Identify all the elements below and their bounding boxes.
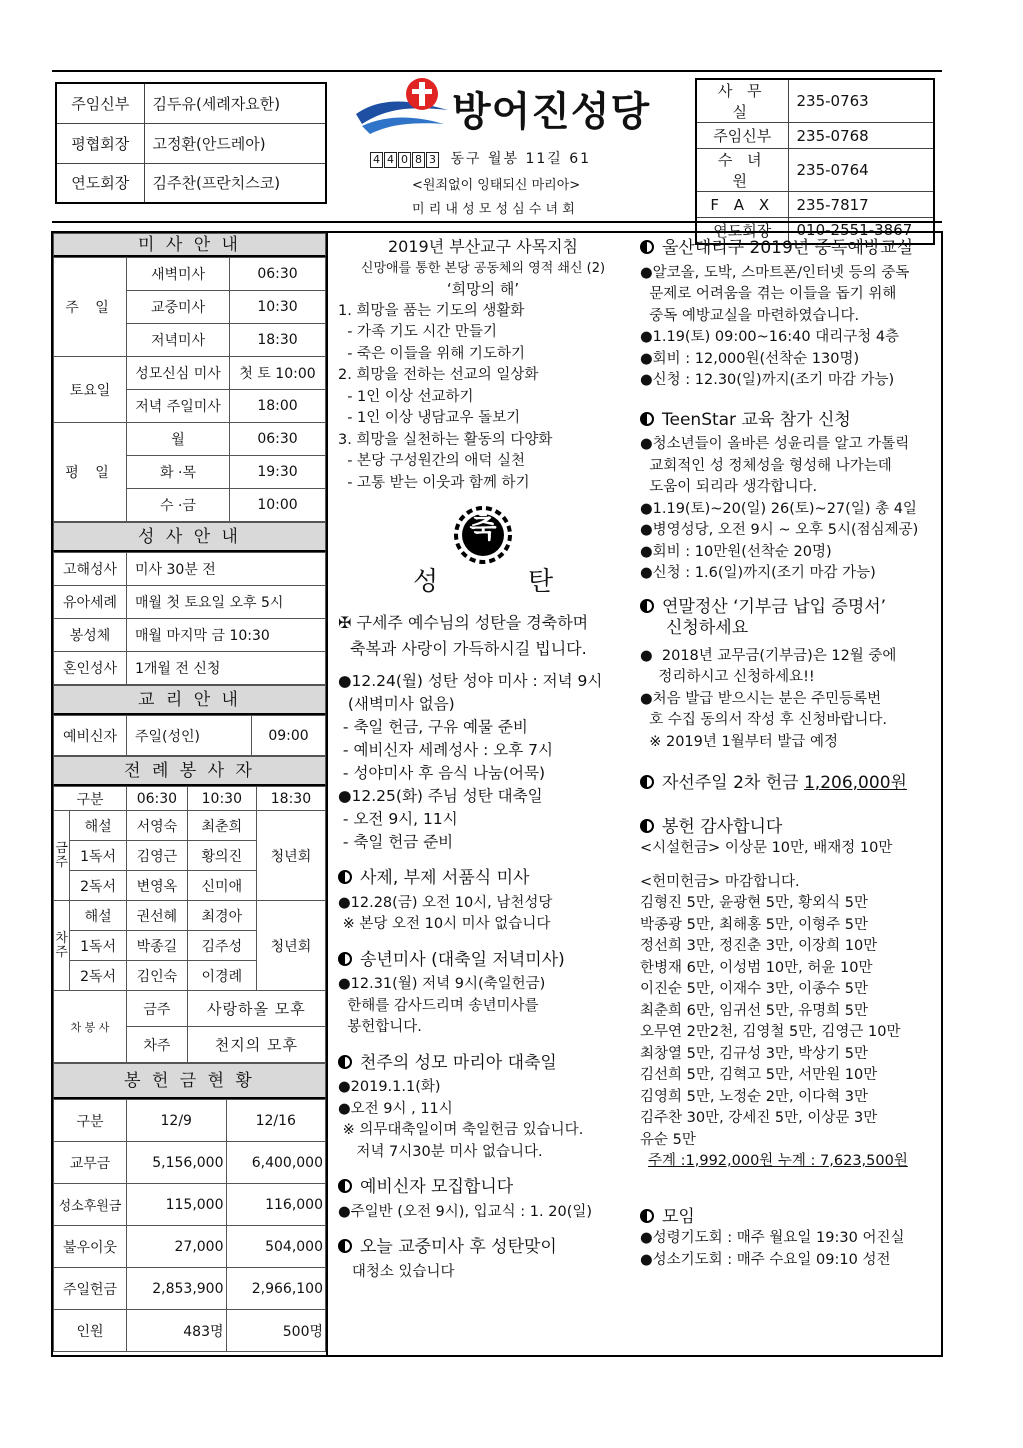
offering-name: 교무금 xyxy=(54,1142,127,1184)
text-line: - 축일 헌금, 구유 예물 준비 xyxy=(338,718,528,736)
staff-role: 연도회장 xyxy=(56,163,144,203)
section-title xyxy=(338,1237,628,1259)
facility-offering: <시설헌금> 이상문 10만, 배재정 10만 xyxy=(640,840,893,856)
right-sections xyxy=(640,238,936,585)
christmas-title-a: 성 xyxy=(413,567,439,597)
offering-name: 불우이웃 xyxy=(54,1226,127,1268)
text-line: - 고통 받는 이웃과 함께 하기 xyxy=(338,474,530,491)
rice-list xyxy=(640,893,936,1151)
sacrament-table xyxy=(53,552,326,685)
sacrament-row xyxy=(54,586,326,619)
mass-name: 수 ·금 xyxy=(127,489,230,522)
text-line: 이진순 5만, 이재수 3만, 이종수 5만 xyxy=(640,981,869,997)
christmas-msg1: ✠ 구세주 예수님의 성탄을 경축하며 xyxy=(338,613,589,632)
staff-name: 고정환(안드레아) xyxy=(144,123,326,163)
pastoral-list xyxy=(338,301,628,495)
notice-section xyxy=(338,1237,628,1283)
offering-row xyxy=(54,1184,326,1226)
text-line: 도움이 되리라 생각합니다. xyxy=(640,479,818,495)
contact-label: 수 녀 원 xyxy=(696,149,788,192)
liturgy-head-cell: 10:30 xyxy=(187,787,256,811)
text-line: 유순 5만 xyxy=(640,1131,696,1148)
address: 동구 월봉 11길 61 xyxy=(450,151,592,167)
mass-name: 화 ·목 xyxy=(127,456,230,489)
mass-name: 저녁미사 xyxy=(127,324,230,357)
liturgy-role: 2독서 xyxy=(70,961,127,991)
contact-table xyxy=(695,78,935,245)
text-line: ●1.19(토) 09:00~16:40 대리구청 4층 xyxy=(640,329,900,345)
half-circle-icon xyxy=(338,1239,352,1253)
offering-value: 2,966,100 xyxy=(226,1268,326,1310)
text-line: 최춘희 6만, 임귀선 5만, 유명희 5만 xyxy=(640,1002,869,1019)
mass-row xyxy=(54,258,326,291)
text-line: - 1인 이상 선교하기 xyxy=(338,388,474,405)
offering-value: 5,156,000 xyxy=(127,1142,227,1184)
text-line: 호 수집 동의서 작성 후 신청바랍니다. xyxy=(640,712,887,728)
catechism-title: 교 리 안 내 xyxy=(53,685,326,715)
half-circle-icon xyxy=(640,412,654,426)
sacrament-value: 1개월 전 신청 xyxy=(127,652,326,685)
sacrament-title: 성 사 안 내 xyxy=(53,522,326,552)
text-line: 1. 희망을 품는 기도의 생활화 xyxy=(338,302,525,319)
christmas-list xyxy=(338,670,628,854)
half-circle-icon xyxy=(640,775,654,789)
liturgy-head xyxy=(54,787,326,811)
text-line: 2. 희망을 전하는 선교의 일상화 xyxy=(338,367,539,383)
tea-week: 차주 xyxy=(127,1027,188,1063)
text-line: ●신청 : 1.6(일)까지(조기 마감 가능) xyxy=(640,565,876,581)
text-line: 봉헌합니다. xyxy=(338,1019,422,1035)
section-title-text: 오늘 교중미사 후 성탄맞이 xyxy=(360,1237,557,1257)
text-line: - 오전 9시, 11시 xyxy=(338,810,458,828)
catechism-row xyxy=(54,716,326,756)
charity-title: 자선주일 2차 헌금 xyxy=(662,773,799,793)
text-line: ※ 본당 오전 10시 미사 없습니다 xyxy=(338,916,551,932)
section-title xyxy=(338,950,628,972)
offering-head-cell: 12/9 xyxy=(127,1100,227,1142)
address-line xyxy=(370,148,591,168)
contact-label: 사 무 실 xyxy=(696,79,788,123)
contact-row xyxy=(696,123,934,149)
section-title-text: TeenStar 교육 참가 신청 xyxy=(662,409,851,430)
catechism-table xyxy=(53,715,326,756)
text-line: 저녁 7시30분 미사 없습니다. xyxy=(338,1143,543,1160)
liturgy-head-cell: 구분 xyxy=(54,787,127,811)
section-body xyxy=(640,434,936,585)
section-title-text: 울산대리구 2019년 중독예방교실 xyxy=(662,238,914,258)
thanks-title xyxy=(640,817,936,839)
text-line: ※ 의무대축일이며 축일헌금 있습니다. xyxy=(338,1122,584,1138)
christmas-title xyxy=(338,567,628,606)
text-line: ● 2018년 교무금(기부금)은 12월 중에 xyxy=(640,647,897,664)
right-column xyxy=(640,238,936,1271)
text-line: ●청소년들이 올바른 성윤리를 알고 가톨릭 xyxy=(640,436,910,452)
liturgy-role: 2독서 xyxy=(70,871,127,901)
section-title-text: 천주의 성모 마리아 대축일 xyxy=(360,1052,557,1073)
contact-row xyxy=(696,79,934,123)
staff-name: 김주찬(프란치스코) xyxy=(144,163,326,203)
mass-time: 06:30 xyxy=(230,423,326,456)
offering-head-cell: 구분 xyxy=(54,1100,127,1142)
text-line: ●주일반 (오전 9시), 입교식 : 1. 20(일) xyxy=(338,1203,593,1220)
text-line: 김선희 5만, 김혁고 5만, 서만원 10만 xyxy=(640,1067,878,1083)
staff-row xyxy=(56,123,326,163)
church-name: 방어진성당 xyxy=(452,89,651,135)
liturgy-row xyxy=(54,901,326,931)
offering-row xyxy=(54,1226,326,1268)
mass-row xyxy=(54,423,326,456)
text-line: ●1.19(토)~20(일) 26(토)~27(일) 총 4일 xyxy=(640,500,917,517)
section-title xyxy=(338,1177,628,1199)
text-line: 김주찬 30만, 강세진 5만, 이상문 3만 xyxy=(640,1110,878,1126)
contact-label: F A X xyxy=(696,192,788,218)
half-circle-icon xyxy=(640,599,654,613)
week1-label: 금주 xyxy=(54,811,70,901)
liturgy-row xyxy=(54,811,326,841)
section-body xyxy=(338,893,628,936)
text-line: ●병영성당, 오전 9시 ~ 오후 5시(점심제공) xyxy=(640,522,919,538)
half-circle-icon xyxy=(338,952,352,966)
liturgy-table xyxy=(53,786,326,1063)
tea-team: 사랑하올 모후 xyxy=(187,991,325,1027)
liturgy-youth: 청년회 xyxy=(256,811,325,901)
left-column xyxy=(53,233,326,1352)
section-body xyxy=(338,1077,628,1163)
rice-head: <헌미헌금> 마감합니다. xyxy=(640,873,800,890)
staff-role: 주임신부 xyxy=(56,83,144,123)
sacrament-name: 고해성사 xyxy=(54,553,127,586)
liturgy-youth: 청년회 xyxy=(256,901,325,991)
liturgy-person: 김인숙 xyxy=(127,961,188,991)
tax-title-2: 신청하세요 xyxy=(666,618,749,638)
text-line: - 축일 헌금 준비 xyxy=(338,833,454,851)
notice-section xyxy=(338,1177,628,1223)
liturgy-person: 김주성 xyxy=(187,931,256,961)
half-circle-icon xyxy=(640,819,654,833)
liturgy-person: 신미애 xyxy=(187,871,256,901)
mass-time: 19:30 xyxy=(230,456,326,489)
liturgy-head-cell: 18:30 xyxy=(256,787,325,811)
offering-row xyxy=(54,1268,326,1310)
section-body xyxy=(338,1202,628,1224)
postal-digit: 3 xyxy=(426,152,439,168)
liturgy-person: 이경례 xyxy=(187,961,256,991)
text-line: 문제로 어려움을 겪는 이들을 돕기 위해 xyxy=(640,286,897,302)
half-circle-icon xyxy=(338,1179,352,1193)
liturgy-person: 최경아 xyxy=(187,901,256,931)
text-line: 중독 예방교실을 마련하였습니다. xyxy=(640,307,860,324)
contact-phone: 235-0763 xyxy=(788,79,934,123)
staff-row xyxy=(56,83,326,123)
sacrament-row xyxy=(54,652,326,685)
notice-section xyxy=(640,410,936,585)
meeting-title-text: 모임 xyxy=(662,1206,695,1227)
text-line: 정선희 3만, 정진춘 3만, 이장희 10만 xyxy=(640,938,878,954)
notice-section xyxy=(338,868,628,936)
text-line: - 가족 기도 시간 만들기 xyxy=(338,324,497,340)
mass-title: 미 사 안 내 xyxy=(53,233,326,257)
text-line: 박종광 5만, 최해홍 5만, 이형주 5만 xyxy=(640,916,869,933)
tea-label: 차 봉 사 xyxy=(54,991,127,1063)
text-line: - 본당 구성원간의 애덕 실천 xyxy=(338,453,525,469)
mass-row xyxy=(54,357,326,390)
church-logo-icon xyxy=(352,74,452,138)
text-line: 3. 희망을 실천하는 활동의 다양화 xyxy=(338,431,553,448)
text-line: 정리하시고 신청하세요!! xyxy=(640,669,815,685)
offering-name: 성소후원금 xyxy=(54,1184,127,1226)
text-line: ●12.25(화) 주님 성탄 대축일 xyxy=(338,787,543,805)
offering-value: 2,853,900 xyxy=(127,1268,227,1310)
half-circle-icon xyxy=(338,1055,352,1069)
sacrament-row xyxy=(54,619,326,652)
text-line: 한병재 6만, 이성범 10만, 허윤 10만 xyxy=(640,959,873,976)
notice-section xyxy=(640,238,936,392)
postal-digit: 0 xyxy=(398,152,411,168)
sunday-label: 주 일 xyxy=(54,258,127,357)
meeting-section xyxy=(640,1207,936,1272)
weekday-label: 평 일 xyxy=(54,423,127,522)
offering-head xyxy=(54,1100,326,1142)
top-rule xyxy=(52,70,942,72)
offering-name: 주일헌금 xyxy=(54,1268,127,1310)
celebrate-char: 축 xyxy=(469,511,497,544)
charity-amount: 1,206,000원 xyxy=(803,773,907,793)
charity-section xyxy=(640,773,936,795)
sacrament-value: 매월 첫 토요일 오후 5시 xyxy=(127,586,326,619)
catechism-name: 예비신자 xyxy=(54,716,127,756)
text-line: 김형진 5만, 윤광현 5만, 황외식 5만 xyxy=(640,895,869,911)
staff-table xyxy=(55,82,327,204)
mass-name: 성모신심 미사 xyxy=(127,357,230,390)
mass-time: 10:00 xyxy=(230,489,326,522)
middle-column xyxy=(338,236,628,1283)
thanks-section xyxy=(640,817,936,1173)
mass-time: 18:30 xyxy=(230,324,326,357)
section-title-text: 사제, 부제 서품식 미사 xyxy=(360,868,530,888)
half-circle-icon xyxy=(640,240,654,254)
postal-code xyxy=(370,151,444,167)
staff-role: 평협회장 xyxy=(56,123,144,163)
header-bottom-rule xyxy=(52,221,942,223)
liturgy-person: 서영숙 xyxy=(127,811,188,841)
offering-value: 115,000 xyxy=(127,1184,227,1226)
text-line: ●회비 : 10만원(선착순 20명) xyxy=(640,543,832,560)
tax-title-1: 연말정산 ‘기부금 납입 증명서’ xyxy=(662,596,887,617)
text-line: 최창열 5만, 김규성 3만, 박상기 5만 xyxy=(640,1045,869,1062)
offering-value: 500명 xyxy=(226,1310,326,1352)
contact-phone: 235-0768 xyxy=(788,123,934,149)
text-line: ●2019.1.1(화) xyxy=(338,1079,441,1095)
pastoral-title: 2019년 부산교구 사목지침 xyxy=(388,237,578,256)
meeting-list xyxy=(640,1228,936,1271)
week2-label: 차주 xyxy=(54,901,70,991)
notice-section xyxy=(338,1053,628,1164)
mass-time: 18:00 xyxy=(230,390,326,423)
mass-name: 새벽미사 xyxy=(127,258,230,291)
tax-title xyxy=(640,597,936,619)
text-line: - 예비신자 세례성사 : 오후 7시 xyxy=(338,741,553,759)
pastoral-sub: 신망애를 통한 본당 공동체의 영적 쇄신 (2) xyxy=(360,260,606,276)
sacrament-value: 매월 마지막 금 10:30 xyxy=(127,619,326,652)
text-line: ※ 2019년 1월부터 발급 예정 xyxy=(640,733,838,750)
text-line: ●성령기도회 : 매주 월요일 19:30 어진실 xyxy=(640,1230,905,1246)
text-line: ●성소기도회 : 매주 수요일 09:10 성전 xyxy=(640,1251,891,1268)
offering-table xyxy=(53,1099,326,1352)
section-title xyxy=(640,238,936,260)
mass-name: 교중미사 xyxy=(127,291,230,324)
meeting-title xyxy=(640,1207,936,1229)
liturgy-person: 변영옥 xyxy=(127,871,188,901)
liturgy-person: 최춘희 xyxy=(187,811,256,841)
offering-name: 인원 xyxy=(54,1310,127,1352)
contact-phone: 235-0764 xyxy=(788,149,934,192)
offering-value: 6,400,000 xyxy=(226,1142,326,1184)
mass-time: 06:30 xyxy=(230,258,326,291)
mass-table xyxy=(53,257,326,522)
liturgy-person: 박종길 xyxy=(127,931,188,961)
text-line: ●12.28(금) 오전 10시, 남천성당 xyxy=(338,894,553,911)
tax-list xyxy=(640,646,936,754)
offering-value: 27,000 xyxy=(127,1226,227,1268)
sacrament-name: 혼인성사 xyxy=(54,652,127,685)
sacrament-name: 유아세례 xyxy=(54,586,127,619)
mass-time: 10:30 xyxy=(230,291,326,324)
notice-section xyxy=(338,950,628,1039)
staff-row xyxy=(56,163,326,203)
contact-label: 주임신부 xyxy=(696,123,788,149)
offering-head-cell: 12/16 xyxy=(226,1100,326,1142)
christmas-msg2: 축복과 사랑이 가득하시길 빕니다. xyxy=(350,639,587,658)
tax-section xyxy=(640,597,936,754)
mass-name: 저녁 주일미사 xyxy=(127,390,230,423)
text-line: ●회비 : 12,000원(선착순 130명) xyxy=(640,350,860,367)
text-line: (새벽미사 없음) xyxy=(338,695,455,713)
christmas-title-b: 탄 xyxy=(528,567,554,597)
contact-row xyxy=(696,149,934,192)
section-title xyxy=(338,1053,628,1075)
section-body xyxy=(338,1262,628,1284)
liturgy-role: 해설 xyxy=(70,811,127,841)
contact-label: 연도회장 xyxy=(696,218,788,244)
catechism-time: 09:00 xyxy=(252,716,326,756)
liturgy-title: 전 례 봉 사 자 xyxy=(53,756,326,786)
celebrate-emblem xyxy=(338,502,628,572)
postal-digit: 8 xyxy=(412,152,425,168)
saturday-label: 토요일 xyxy=(54,357,127,423)
section-title-text: 예비신자 모집합니다 xyxy=(360,1177,514,1197)
half-circle-icon xyxy=(640,1209,654,1223)
section-body xyxy=(640,263,936,392)
offering-row xyxy=(54,1142,326,1184)
offering-value: 483명 xyxy=(127,1310,227,1352)
sacrament-name: 봉성체 xyxy=(54,619,127,652)
tea-team: 천지의 모후 xyxy=(187,1027,325,1063)
text-line: 교회적인 성 정체성을 형성해 나가는데 xyxy=(640,457,892,474)
community: 미 리 내 성 모 성 심 수 녀 회 xyxy=(412,202,575,217)
liturgy-person: 김영근 xyxy=(127,841,188,871)
thanks-title-text: 봉헌 감사합니다 xyxy=(662,816,783,837)
text-line: - 1인 이상 냉담교우 돌보기 xyxy=(338,410,521,426)
liturgy-head-cell: 06:30 xyxy=(127,787,188,811)
catechism-day: 주일(성인) xyxy=(127,716,252,756)
text-line: ●12.31(월) 저녁 9시(축일헌금) xyxy=(338,976,546,992)
postal-digit: 4 xyxy=(370,152,383,168)
liturgy-role: 1독서 xyxy=(70,841,127,871)
liturgy-role: 1독서 xyxy=(70,931,127,961)
text-line: 대청소 있습니다 xyxy=(338,1263,455,1280)
offering-value: 504,000 xyxy=(226,1226,326,1268)
text-line: ●알코올, 도박, 스마트폰/인터넷 등의 중독 xyxy=(640,264,910,281)
mass-time: 첫 토 10:00 xyxy=(230,357,326,390)
text-line: ●12.24(월) 성탄 성야 미사 : 저녁 9시 xyxy=(338,672,603,690)
column-divider xyxy=(326,231,328,1357)
liturgy-person: 황의진 xyxy=(187,841,256,871)
offering-row xyxy=(54,1310,326,1352)
sacrament-value: 미사 30분 전 xyxy=(127,553,326,586)
text-line: - 성야미사 후 음식 나눔(어묵) xyxy=(338,764,546,782)
offering-title: 봉 헌 금 현 황 xyxy=(53,1063,326,1099)
rice-total: 주계 :1,992,000원 누계 : 7,623,500원 xyxy=(648,1153,908,1169)
text-line: - 죽은 이들을 위해 기도하기 xyxy=(338,345,525,362)
tea-row xyxy=(54,991,326,1027)
section-body xyxy=(338,974,628,1039)
middle-sections xyxy=(338,868,628,1283)
pastoral-motto: ‘희망의 해’ xyxy=(446,280,520,298)
section-title-text: 송년미사 (대축일 저녁미사) xyxy=(360,949,565,970)
contact-row xyxy=(696,192,934,218)
half-circle-icon xyxy=(338,870,352,884)
contact-phone: 010-2551-3867 xyxy=(788,218,934,244)
liturgy-role: 해설 xyxy=(70,901,127,931)
patron: <원죄없이 잉태되신 마리아> xyxy=(412,178,581,193)
section-title xyxy=(338,868,628,890)
text-line: 김영희 5만, 노정순 2만, 이다혁 3만 xyxy=(640,1088,869,1105)
offering-value: 116,000 xyxy=(226,1184,326,1226)
section-title xyxy=(640,410,936,432)
text-line: ●처음 발급 받으시는 분은 주민등록번 xyxy=(640,690,882,707)
mass-name: 월 xyxy=(127,423,230,456)
staff-name: 김두유(세례자요한) xyxy=(144,83,326,123)
sacrament-row xyxy=(54,553,326,586)
postal-digit: 4 xyxy=(384,152,397,168)
text-line: 오무연 2만2천, 김영철 5만, 김영근 10만 xyxy=(640,1024,901,1040)
text-line: ●오전 9시 , 11시 xyxy=(338,1100,453,1117)
liturgy-person: 권선혜 xyxy=(127,901,188,931)
tea-week: 금주 xyxy=(127,991,188,1027)
contact-phone: 235-7817 xyxy=(788,192,934,218)
text-line: ●신청 : 12.30(일)까지(조기 마감 가능) xyxy=(640,372,895,388)
text-line: 한해를 감사드리며 송년미사를 xyxy=(338,997,539,1014)
